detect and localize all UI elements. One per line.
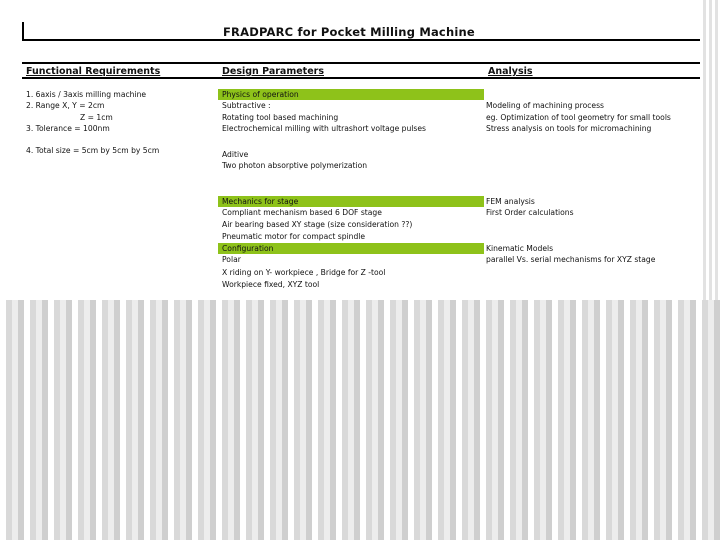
analysis-line: eg. Optimization of tool geometry for small tools [486,113,671,122]
section-title-configuration: Configuration [222,244,274,253]
design-line: Aditive [222,150,249,159]
design-line: Air bearing based XY stage (size consideration ??) [222,220,413,229]
section-title-physics: Physics of operation [222,90,299,99]
design-line: Rotating tool based machining [222,113,339,122]
analysis-line: Modeling of machining process [486,101,604,110]
requirement-item: 4. Total size = 5cm by 5cm by 5cm [26,146,160,155]
analysis-line: parallel Vs. serial mechanisms for XYZ stage [486,255,656,264]
requirement-item: 3. Tolerance = 100nm [26,124,110,133]
header-bottom-rule [22,77,710,79]
requirement-item: Z = 1cm [80,113,113,122]
requirement-item: 1. 6axis / 3axis milling machine [26,90,147,99]
header-design-parameters: Design Parameters [222,66,324,77]
header-top-rule [22,62,710,64]
design-line: Polar [222,255,241,264]
design-line: X riding on Y- workpiece , Bridge for Z -tool [222,268,386,277]
section-title-mechanics: Mechanics for stage [222,197,299,206]
page-title: FRADPARC for Pocket Milling Machine [223,25,475,39]
header-functional-requirements: Functional Requirements [26,66,161,77]
analysis-line: FEM analysis [486,197,535,206]
design-line: Compliant mechanism based 6 DOF stage [222,208,382,217]
header-analysis: Analysis [488,66,533,77]
title-left-border [22,22,24,40]
analysis-line: Stress analysis on tools for micromachining [486,124,652,133]
design-line: Two photon absorptive polymerization [222,161,368,170]
analysis-line: Kinematic Models [486,244,554,253]
design-line: Pneumatic motor for compact spindle [222,232,366,241]
design-line: Workpiece fixed, XYZ tool [222,280,320,289]
analysis-line: First Order calculations [486,208,574,217]
requirement-item: 2. Range X, Y = 2cm [26,101,105,110]
design-line: Electrochemical milling with ultrashort voltage pulses [222,124,426,133]
decorative-stripe [700,0,720,300]
title-underline [22,39,710,41]
design-line: Subtractive : [222,101,271,110]
